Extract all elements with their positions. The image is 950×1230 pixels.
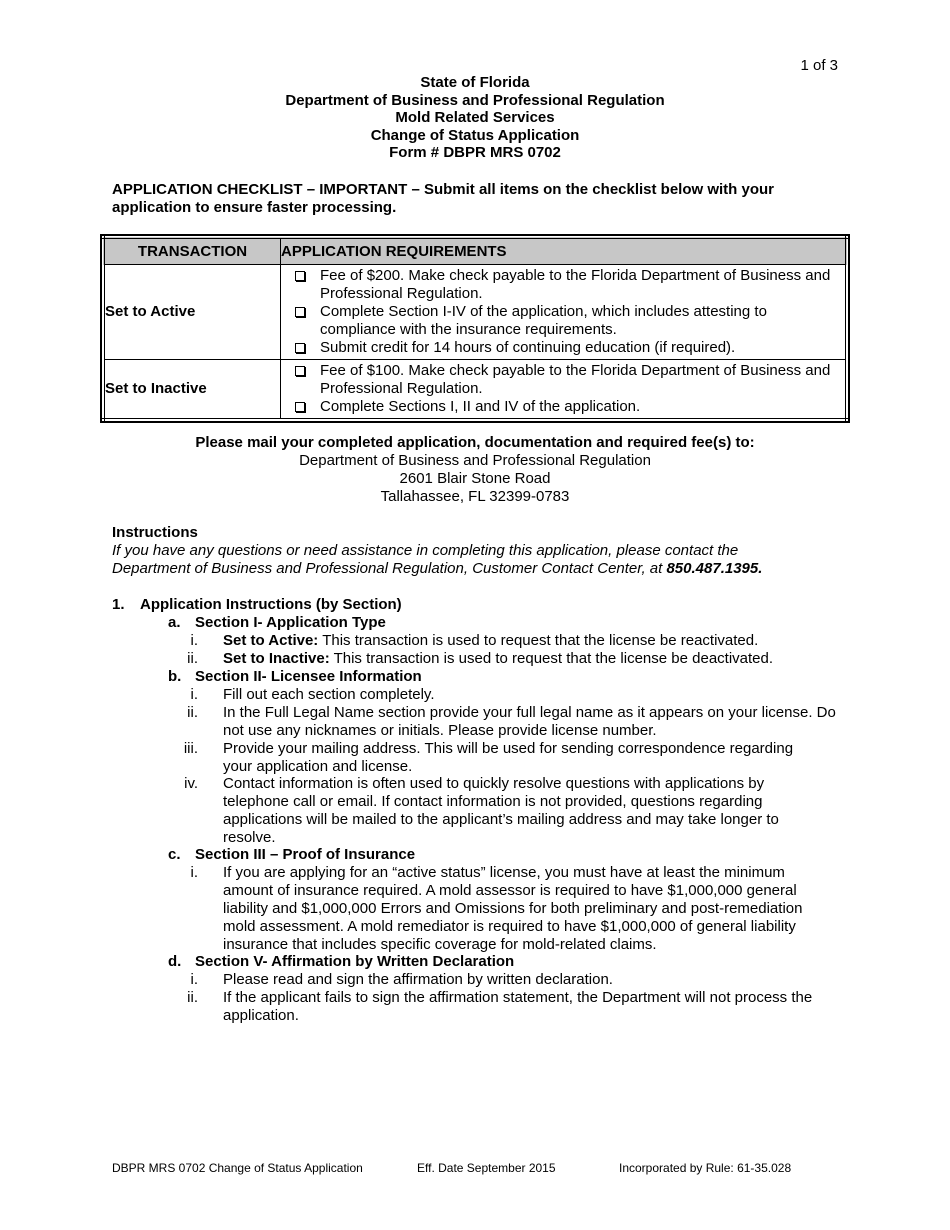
checkbox-icon [295, 366, 305, 376]
list-item: ii. If the applicant fails to sign the affirmation statement, the Department will not process the application. [187, 989, 813, 1024]
mail-line-1: Department of Business and Professional Regulation [299, 452, 651, 469]
contact-phone: 850.487.1395. [666, 560, 763, 577]
list-item: ii. In the Full Legal Name section provide your full legal name as it appears on your license. Do not use any nicknames or initials. Please provide license number. [187, 704, 836, 739]
list-item: i. Fill out each section completely. [190, 686, 435, 703]
requirement-item: Complete Sections I, II and IV of the application. [293, 398, 845, 416]
subsection-c-heading: c. Section III – Proof of Insurance [168, 846, 416, 863]
header-department: Department of Business and Professional Regulation [285, 91, 665, 109]
checkbox-icon [295, 402, 305, 412]
list-item: ii. Set to Inactive: This transaction is used to request that the license be deactivated. [187, 650, 774, 667]
form-header [0, 74, 950, 162]
requirements-table [101, 235, 849, 422]
header-form-title: Change of Status Application [370, 126, 580, 144]
checkbox-icon [295, 271, 305, 281]
table-row [103, 265, 847, 360]
table-header-row [103, 237, 847, 265]
footer-rule: Incorporated by Rule: 61-35.028 [619, 1161, 792, 1175]
header-state: State of Florida [420, 74, 530, 91]
subsection-d-heading: d. Section V- Affirmation by Written Declaration [168, 953, 515, 970]
header-requirements: APPLICATION REQUIREMENTS [281, 237, 848, 265]
subsection-b-heading: b. Section II- Licensee Information [168, 668, 422, 685]
transaction-set-inactive: Set to Inactive [103, 360, 281, 421]
footer-form-name: DBPR MRS 0702 Change of Status Application [112, 1161, 363, 1175]
list-item: iii. Provide your mailing address. This will be used for sending correspondence regarding your application and license. [183, 740, 794, 775]
instructions-heading: Instructions [112, 524, 198, 541]
transaction-set-active: Set to Active [103, 265, 281, 360]
list-item: i. If you are applying for an “active status” license, you must have at least the minimum amount of insurance required. A mold assessor is required to have $1,000,000 general liability and $1,000,000 Errors and Omissions for both preliminary and post-remediation mold assessment. A mold remediator is required to have $1,000,000 of general liability insurance that includes specific coverage for mold-related claims. [190, 864, 803, 953]
footer-effective-date: Eff. Date September 2015 [417, 1161, 556, 1175]
checkbox-icon [295, 343, 305, 353]
header-form-number: Form # DBPR MRS 0702 [389, 144, 561, 161]
list-item: iv. Contact information is often used to quickly resolve questions with applications by telephone call or email. If contact information is not provided, questions regarding applications will be mailed to the applicant’s mailing address and may take longer to resolve. [184, 775, 779, 846]
mailing-address-block [0, 434, 950, 506]
requirement-item: Fee of $200. Make check payable to the Florida Department of Business and Professional Regulation. [293, 267, 845, 303]
section-1-heading: 1. Application Instructions (by Section) [112, 596, 402, 613]
requirements-cell [281, 360, 848, 421]
requirement-item: Complete Section I-IV of the application, which includes attesting to compliance with the insurance requirements. [293, 303, 845, 339]
requirement-item: Fee of $100. Make check payable to the Florida Department of Business and Professional Regulation. [293, 362, 845, 398]
header-program: Mold Related Services [395, 109, 555, 126]
header-transaction: TRANSACTION [103, 237, 281, 265]
checklist-title: APPLICATION CHECKLIST – IMPORTANT – Submit all items on the checklist below with your application to ensure faster processing. [112, 181, 775, 216]
subsection-a-heading: a. Section I- Application Type [168, 614, 386, 631]
table-row [103, 360, 847, 421]
checkbox-icon [295, 307, 305, 317]
list-item: i. Set to Active: This transaction is used to request that the license be reactivated. [190, 632, 759, 649]
requirements-cell [281, 265, 848, 360]
mail-line-2: 2601 Blair Stone Road [399, 470, 551, 487]
page-number: 1 of 3 [800, 57, 838, 74]
mail-heading: Please mail your completed application, documentation and required fee(s) to: [195, 434, 755, 451]
mail-line-3: Tallahassee, FL 32399-0783 [380, 488, 570, 505]
instructions-text: If you have any questions or need assistance in completing this application, please contact the Department of Business and Professional Regulation, Customer Contact Center, at 850.487.1395. [112, 542, 763, 577]
requirement-item: Submit credit for 14 hours of continuing education (if required). [293, 339, 845, 357]
list-item: i. Please read and sign the affirmation by written declaration. [190, 971, 613, 988]
